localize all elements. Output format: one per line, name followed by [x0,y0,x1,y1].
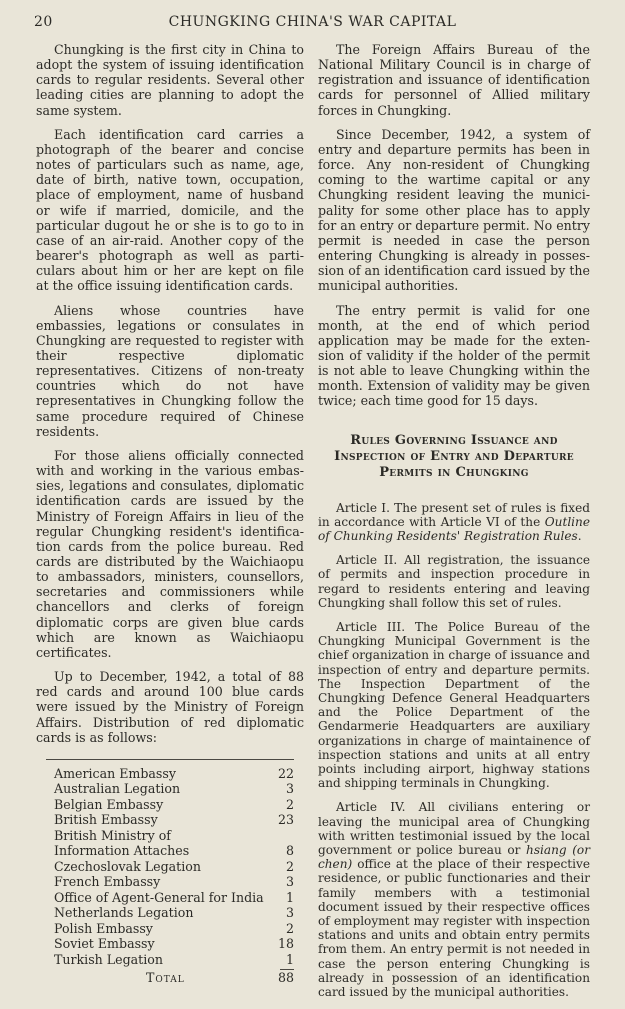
rules-heading: Rules Governing Issuance and Inspection of Entry and Departure Permits in Chungking [334,432,574,480]
total-value: 88 [277,970,294,986]
table-row: Polish Embassy 2 [54,920,294,936]
page-header [34,14,591,34]
table-row: Czechoslovak Legation 2 [54,858,294,874]
paragraph: For those aliens officially connected with and working in the various embassies, legations and consulates, diplomatic identification cards are issued by the Ministry of Foreign Affairs in lieu of the regular Chungking resident's identification cards from the police bureau. Red cards are distributed by the Waichiaopu to ambassadors, ministers, counsellors, secretaries and commissioners while chancellors and clerks of foreign diplomatic corps are given blue cards which are known as Waichiaopu certificates. [36,447,304,660]
paragraph: The entry permit is valid for one month, at the end of which period application may be made for the extension of validity if the holder of the permit is not able to leave Chungking within the month. Extension of validity may be given twice; each time good for 15 days. [318,302,590,409]
table-row: Netherlands Legation 3 [54,905,294,921]
table-row: American Embassy 22 [54,765,294,781]
article: Article IV. All civilians entering or leaving the municipal area of Chungking with written testimonial issued by the local government or police bureau or hsiang (or chen) office at the place of their respective residence, or public functionaries and their family members with a testimonial document issued by their respective offices of employment may register with inspection stations and units and obtain entry permits from them. An entry permit is not needed in case the person entering Chungking is already in possession of an identification card issued by the municipal authorities. [318,800,590,1000]
paragraph: The Foreign Affairs Bureau of the National Military Council is in charge of registration and issuance of identification cards for personnel of Allied military forces in Chungking. [318,42,590,118]
paragraph: Up to December, 1942, a total of 88 red cards and around 100 blue cards were issued by the Ministry of Foreign Affairs. Distribution of red diplomatic cards is as follows: [36,669,304,745]
table-row: British Ministry of Information Attaches 8 [54,827,294,859]
table-row: Belgian Embassy 2 [54,796,294,812]
left-column [36,42,304,986]
red-card-distribution-table [46,759,294,986]
table-row: French Embassy 3 [54,874,294,890]
right-column [318,42,590,1009]
table-row: Office of Agent-General for India 1 [54,889,294,905]
article: Article II. All registration, the issuance of permits and inspection procedure in regard to residents entering and leaving Chungking shall follow this set of rules. [318,553,590,610]
article: Article I. The present set of rules is fixed in accordance with Article VI of the Outline of Chunking Residents' Registration Rules. [318,500,590,543]
table-row: British Embassy 23 [54,812,294,828]
paragraph: Since December, 1942, a system of entry and departure permits has been in force. Any non-resident of Chungking coming to the wartime capital or any Chungking resident leaving the municipality for some other place has to apply for an entry or departure permit. No entry permit is needed in case the person entering Chungking is already in possession of an identification card issued by the municipal authorities. [318,126,590,294]
rules-articles [318,501,590,1000]
table-row: Turkish Legation 1 [54,951,294,967]
table-total-row [46,970,294,986]
paragraph: Aliens whose countries have embassies, legations or consulates in Chungking are requested to register with their respective diplomatic representatives. Citizens of non-treaty countries which do not have representatives in Chungking follow the same procedure required of Chinese residents. [36,302,304,439]
total-label: Total [146,970,185,986]
paragraph: Chungking is the first city in China to adopt the system of issuing identification cards to regular residents. Several other leading cities are planning to adopt the same system. [36,42,304,118]
table-row: Australian Legation 3 [54,781,294,797]
paragraph: Each identification card carries a photograph of the bearer and concise notes of particulars such as name, age, date of birth, native town, occupation, place of employment, name of husband or wife if married, domicile, and the particular dugout he or she is to go to in case of an air-raid. Another copy of the bearer's photograph as well as particulars about him or her are kept on file at the office issuing identification cards. [36,126,304,294]
article: Article III. The Police Bureau of the Chungking Municipal Government is the chief organization in charge of issuance and inspection of entry and departure permits. The Inspection Department of the Chungking Defence General Headquarters and the Police Department of the Gendarmerie Headquarters are auxiliary organizations in charge of maintainence of inspection stations and units at all entry points including airport, highway stations and shipping terminals in Chungking. [318,620,590,791]
running-title: CHUNGKING CHINA'S WAR CAPITAL [168,14,457,30]
table-row: Soviet Embassy 18 [54,936,294,952]
table-top-rule [46,759,294,760]
page-number: 20 [34,14,53,30]
